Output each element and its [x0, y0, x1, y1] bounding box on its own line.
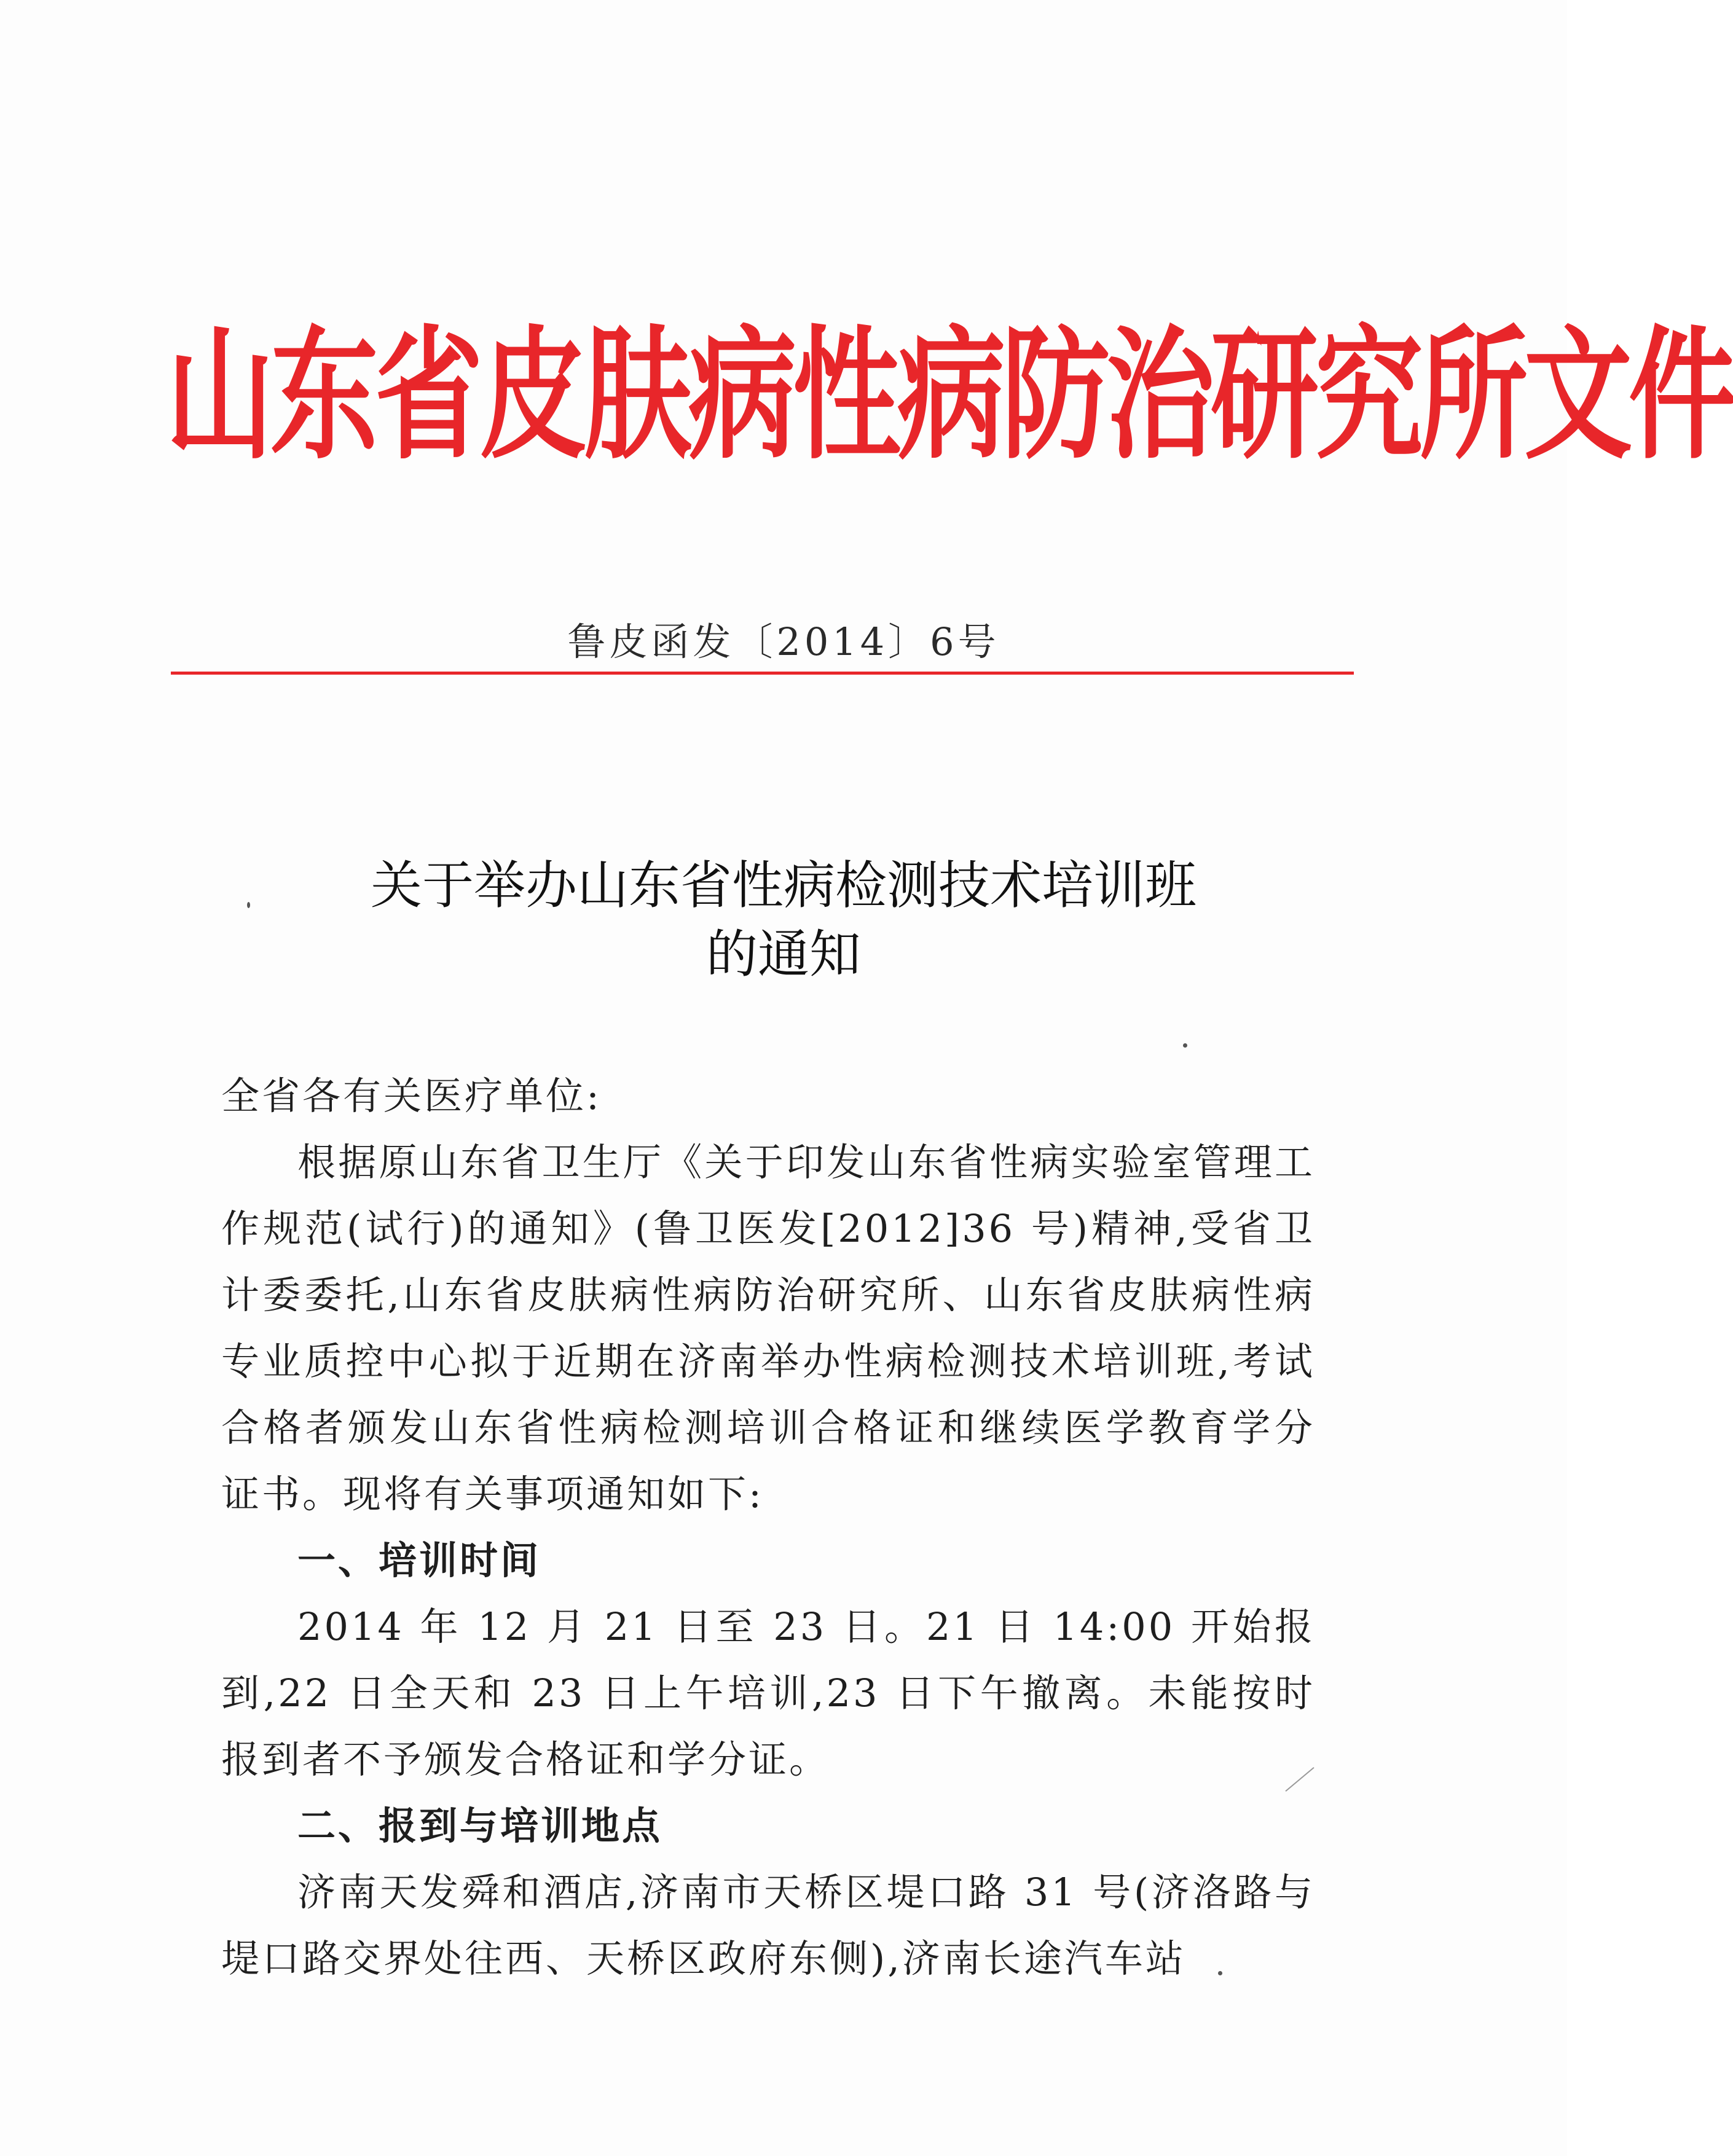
notice-title-line2: 的通知 [705, 924, 861, 984]
letterhead-red-rule [171, 672, 1354, 675]
notice-body [221, 1063, 1315, 1992]
scan-speck [247, 902, 250, 908]
salutation: 全省各有关医疗单位: [221, 1073, 602, 1118]
scan-speck [1183, 1043, 1187, 1048]
section-1-text: 2014 年 12 月 21 日至 23 日。21 日 14:00 开始报到,22 日全天和 23 日上午培训,23 日下午撤离。未能按时报到者不予颁发合格证和学分证。 [221, 1604, 1315, 1782]
notice-title-line1: 关于举办山东省性病检测技术培训班 [370, 855, 1197, 915]
notice-title [0, 851, 1567, 989]
intro-paragraph: 根据原山东省卫生厅《关于印发山东省性病实验室管理工作规范(试行)的通知》(鲁卫医发[2012]36 号)精神,受省卫计委委托,山东省皮肤病性病防治研究所、山东省皮肤病性病专业质控中心拟于近期在济南举办性病检测技术培训班,考试合格者颁发山东省性病检测培训合格证和继续医学教育学分证书。现将有关事项通知如下: [221, 1140, 1315, 1516]
section-1-heading: 一、培训时间 [297, 1538, 541, 1583]
section-2-heading: 二、报到与培训地点 [297, 1803, 663, 1848]
scan-speck [1218, 1971, 1222, 1975]
document-number: 鲁皮函发〔2014〕6号 [567, 619, 1000, 664]
section-2-text: 济南天发舜和酒店,济南市天桥区堤口路 31 号(济洛路与堤口路交界处往西、天桥区政府东侧),济南长途汽车站 [221, 1870, 1315, 1981]
letterhead-title: 山东省皮肤病性病防治研究所文件 [166, 312, 1733, 479]
